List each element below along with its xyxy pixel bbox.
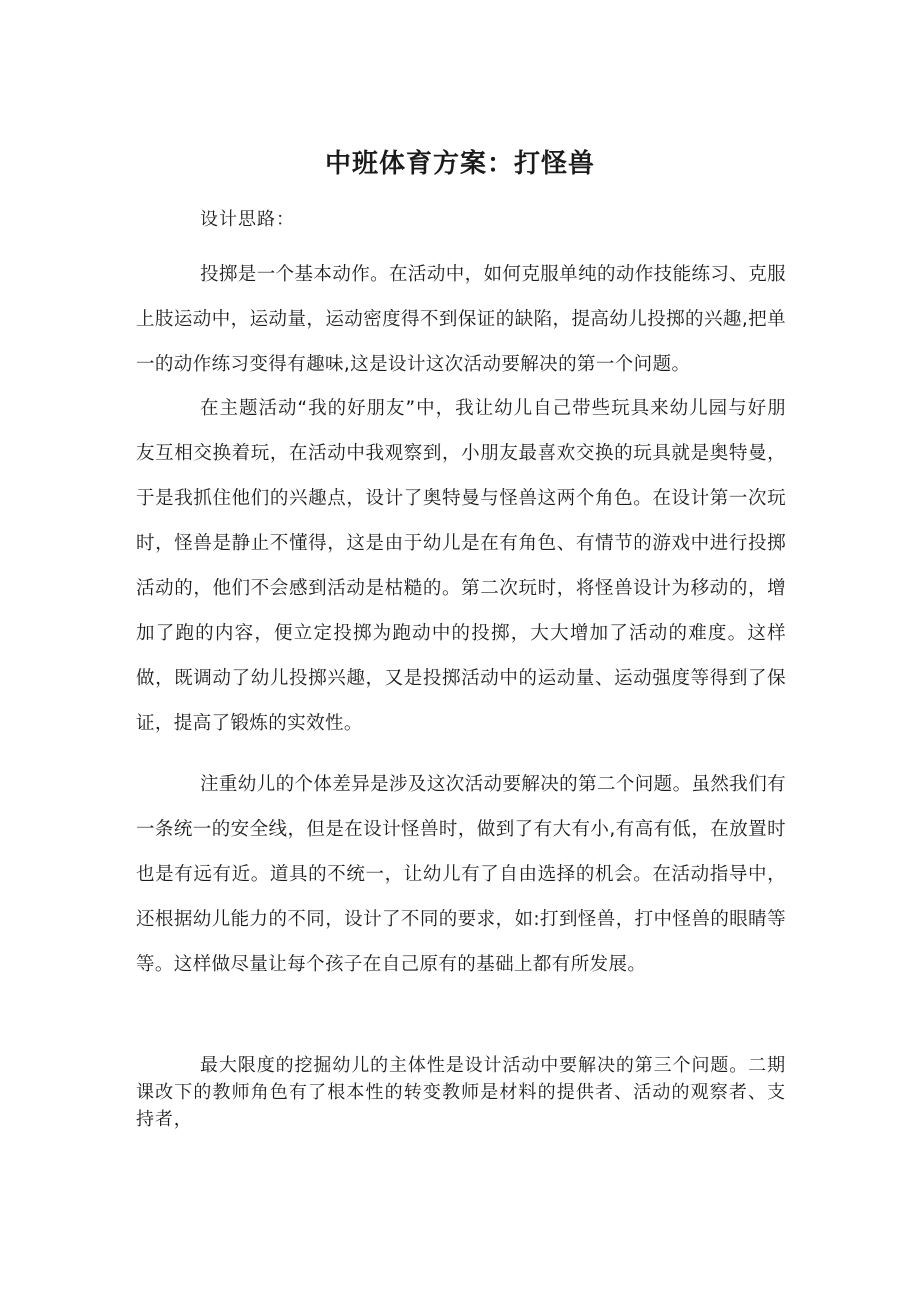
paragraph-4: 最大限度的挖掘幼儿的主体性是设计活动中要解决的第三个问题。二期课改下的教师角色有了根本性的转变教师是材料的提供者、活动的观察者、支持者， xyxy=(136,1055,786,1130)
paragraph-1: 投掷是一个基本动作。在活动中，如何克服单纯的动作技能练习、克服上肢运动中，运动量，运动密度得不到保证的缺陷，提高幼儿投掷的兴趣,把单一的动作练习变得有趣味,这是设计这次活动要解决的第一个问题。 xyxy=(136,264,786,375)
document-title: 中班体育方案：打怪兽 xyxy=(324,149,595,179)
paragraph-3: 注重幼儿的个体差异是涉及这次活动要解决的第二个问题。虽然我们有一条统一的安全线，但是在设计怪兽时，做到了有大有小,有高有低，在放置时也是有远有近。道具的不统一，让幼儿有了自由选择的机会。在活动指导中，还根据幼儿能力的不同，设计了不同的要求，如:打到怪兽，打中怪兽的眼睛等等。这样做尽量让每个孩子在自己原有的基础上都有所发展。 xyxy=(136,774,786,975)
paragraph-2: 在主题活动“我的好朋友”中，我让幼儿自己带些玩具来幼儿园与好朋友互相交换着玩，在活动中我观察到，小朋友最喜欢交换的玩具就是奥特曼，于是我抓住他们的兴趣点，设计了奥特曼与怪兽这两个角色。在设计第一次玩时，怪兽是静止不懂得，这是由于幼儿是在有角色、有情节的游戏中进行投掷活动的，他们不会感到活动是枯糙的。第二次玩时，将怪兽设计为移动的，增加了跑的内容，便立定投掷为跑动中的投掷，大大增加了活动的难度。这样做，既调动了幼儿投掷兴趣，又是投掷活动中的运动量、运动强度等得到了保证，提高了锻炼的实效性。 xyxy=(136,398,786,734)
section-heading: 设计思路： xyxy=(200,209,295,230)
